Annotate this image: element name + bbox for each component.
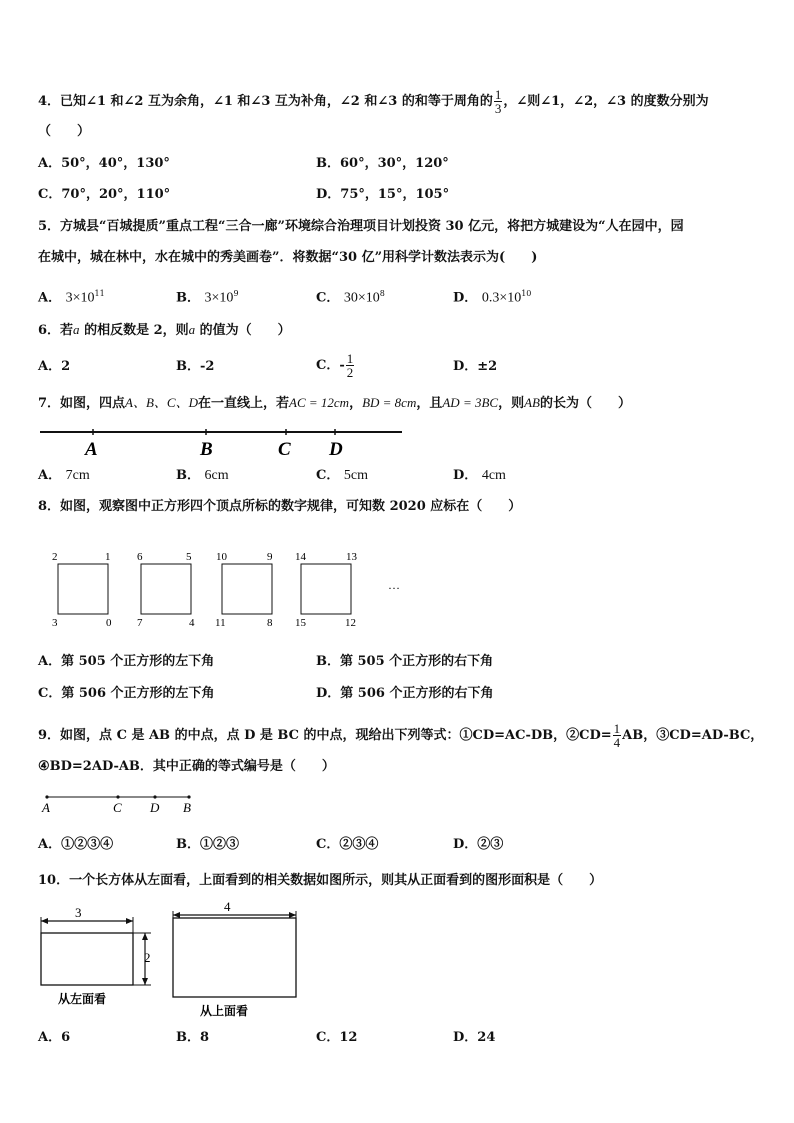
q8-sq1-bl: 3 — [52, 617, 58, 629]
q9-option-b: B．①②③ — [176, 837, 239, 852]
q8-square-2 — [137, 551, 195, 629]
q7-option-a: A． 7cm — [38, 468, 90, 483]
q8-sq4-br: 12 — [345, 617, 356, 629]
q9-point-b — [187, 795, 190, 798]
q10-option-d: D．24 — [453, 1030, 496, 1045]
q10-option-b: B．8 — [176, 1030, 210, 1045]
q4-paren: （ ） — [38, 124, 91, 139]
q8-option-a: A．第 505 个正方形的左下角 — [38, 654, 215, 669]
q8-option-b: B．第 505 个正方形的右下角 — [316, 654, 494, 669]
q9-label-a: A — [42, 800, 50, 815]
q8-sq2-tr: 5 — [186, 551, 192, 563]
q10-left-view — [41, 905, 151, 1006]
q10-left-height: 2 — [144, 950, 151, 965]
q7-label-d: D — [329, 439, 343, 460]
q8-sq1-tl: 2 — [52, 551, 58, 563]
q4-stem-b: ，∠则∠1，∠2，∠3 的度数分别为 — [503, 94, 709, 109]
q8-sq1-br: 0 — [106, 617, 112, 629]
q9-fraction: $\frac{1}{4}$ — [613, 721, 621, 750]
q9-point-a — [45, 795, 48, 798]
q5-option-c: C． $30\times 10^8$ — [316, 289, 385, 306]
q9-label-d: D — [150, 800, 160, 815]
q8-sq2-tl: 6 — [137, 551, 143, 563]
q9-label-b: B — [183, 800, 191, 815]
q4-option-b: B．60°，30°，120° — [316, 156, 449, 171]
q5-line1: 5．方城县“百城提质”重点工程“三合一廊”环境综合治理项目计划投资 30 亿元，将把方城建设为“人在园中，园 — [38, 219, 684, 234]
q8-square-3 — [215, 551, 273, 629]
q8-squares-figure — [40, 546, 420, 632]
q7-option-c: C． 5cm — [316, 468, 368, 483]
q8-stem: 8．如图，观察图中正方形四个顶点所标的数字规律，可知数 2020 应标在（ ） — [38, 499, 522, 514]
q8-sq4-bl: 15 — [295, 617, 306, 629]
q9-point-d — [153, 795, 156, 798]
q9-line2: ④BD=2AD-AB．其中正确的等式编号是（ ） — [38, 759, 335, 774]
q8-sq3-tr: 9 — [267, 551, 273, 563]
q9-option-a: A．①②③④ — [38, 837, 114, 852]
q5-line2: 在城中，城在林中，水在城中的秀美画卷”．将数据“30 亿”用科学计数法表示为( ) — [38, 250, 538, 265]
q4-option-a: A．50°，40°，130° — [38, 156, 170, 171]
q10-top-view — [173, 900, 296, 1018]
q7-label-b: B — [200, 439, 213, 460]
q8-sq2-bl: 7 — [137, 617, 143, 629]
q8-sq2-br: 4 — [189, 617, 195, 629]
q7-stem: 7．如图，四点A、B、C、D在一直线上，若AC = 12cm，BD = 8cm，且AD = 3BC，则AB的长为（ ） — [38, 395, 631, 411]
q8-sq3-bl: 11 — [215, 617, 226, 629]
q6-option-a: A．2 — [38, 359, 71, 374]
q10-left-width: 3 — [75, 905, 82, 920]
q10-top-caption: 从上面看 — [200, 1004, 249, 1018]
q4-stem — [38, 88, 709, 115]
q6-option-b: B．-2 — [176, 359, 215, 374]
q8-option-d: D．第 506 个正方形的右下角 — [316, 686, 494, 701]
q10-left-caption: 从左面看 — [58, 992, 107, 1006]
q4-option-d: D．75°，15°，105° — [316, 187, 450, 202]
q7-option-b: B． 6cm — [176, 468, 229, 483]
q10-option-a: A．6 — [38, 1030, 71, 1045]
q8-sq4-tr: 13 — [346, 551, 357, 563]
q10-option-c: C．12 — [316, 1030, 358, 1045]
q9-line1: 9．如图，点 C 是 AB 的中点，点 D 是 BC 的中点，现给出下列等式：①CD=AC-DB，②CD= $\frac{1}{4}$ AB，③CD=AD-BC， — [38, 721, 764, 750]
q4-fraction: $\frac{1}{3}$ — [494, 87, 502, 116]
q6-stem: 6．若a 的相反数是 2，则a 的值为（ ） — [38, 322, 291, 338]
q9-label-c: C — [113, 800, 122, 815]
q8-sq3-tl: 10 — [216, 551, 227, 563]
q7-label-a: A — [85, 439, 98, 460]
q6-option-c: C．- $\frac{1}{2}$ — [316, 351, 354, 380]
q8-square-4 — [295, 551, 358, 629]
q9-line-figure — [38, 790, 198, 816]
q10-stem: 10．一个长方体从左面看，上面看到的相关数据如图所示，则其从正面看到的图形面积是（ ） — [38, 873, 603, 888]
q7-line-figure — [38, 424, 408, 460]
q5-option-d: D． $0.3\times 10^{10}$ — [453, 289, 532, 306]
q5-option-b: B． $3\times 10^9$ — [176, 289, 239, 306]
q9-point-c — [116, 795, 119, 798]
q8-sq1-tr: 1 — [105, 551, 111, 563]
q8-option-c: C．第 506 个正方形的左下角 — [38, 686, 215, 701]
q7-label-c: C — [278, 439, 291, 460]
q7-option-d: D． 4cm — [453, 468, 506, 483]
q9-option-c: C．②③④ — [316, 837, 379, 852]
q10-top-width: 4 — [224, 900, 231, 914]
q10-figure — [38, 900, 308, 1022]
q6-var-2: a — [188, 322, 196, 337]
q9-option-d: D．②③ — [453, 837, 504, 852]
q8-sq4-tl: 14 — [295, 551, 306, 563]
q6-var: a — [73, 322, 80, 337]
q4-stem-a: 4．已知∠1 和∠2 互为余角，∠1 和∠3 互为补角，∠2 和∠3 的和等于周角的 — [38, 94, 493, 109]
q8-square-1 — [52, 551, 112, 629]
q4-option-c: C．70°，20°，110° — [38, 187, 171, 202]
q8-sq3-br: 8 — [267, 617, 273, 629]
q8-ellipsis: … — [388, 578, 400, 592]
q5-option-a: A． $3\times 10^{11}$ — [38, 289, 105, 306]
q6-option-d: D．±2 — [453, 359, 498, 374]
q6-option-c-fraction: $\frac{1}{2}$ — [346, 351, 354, 380]
